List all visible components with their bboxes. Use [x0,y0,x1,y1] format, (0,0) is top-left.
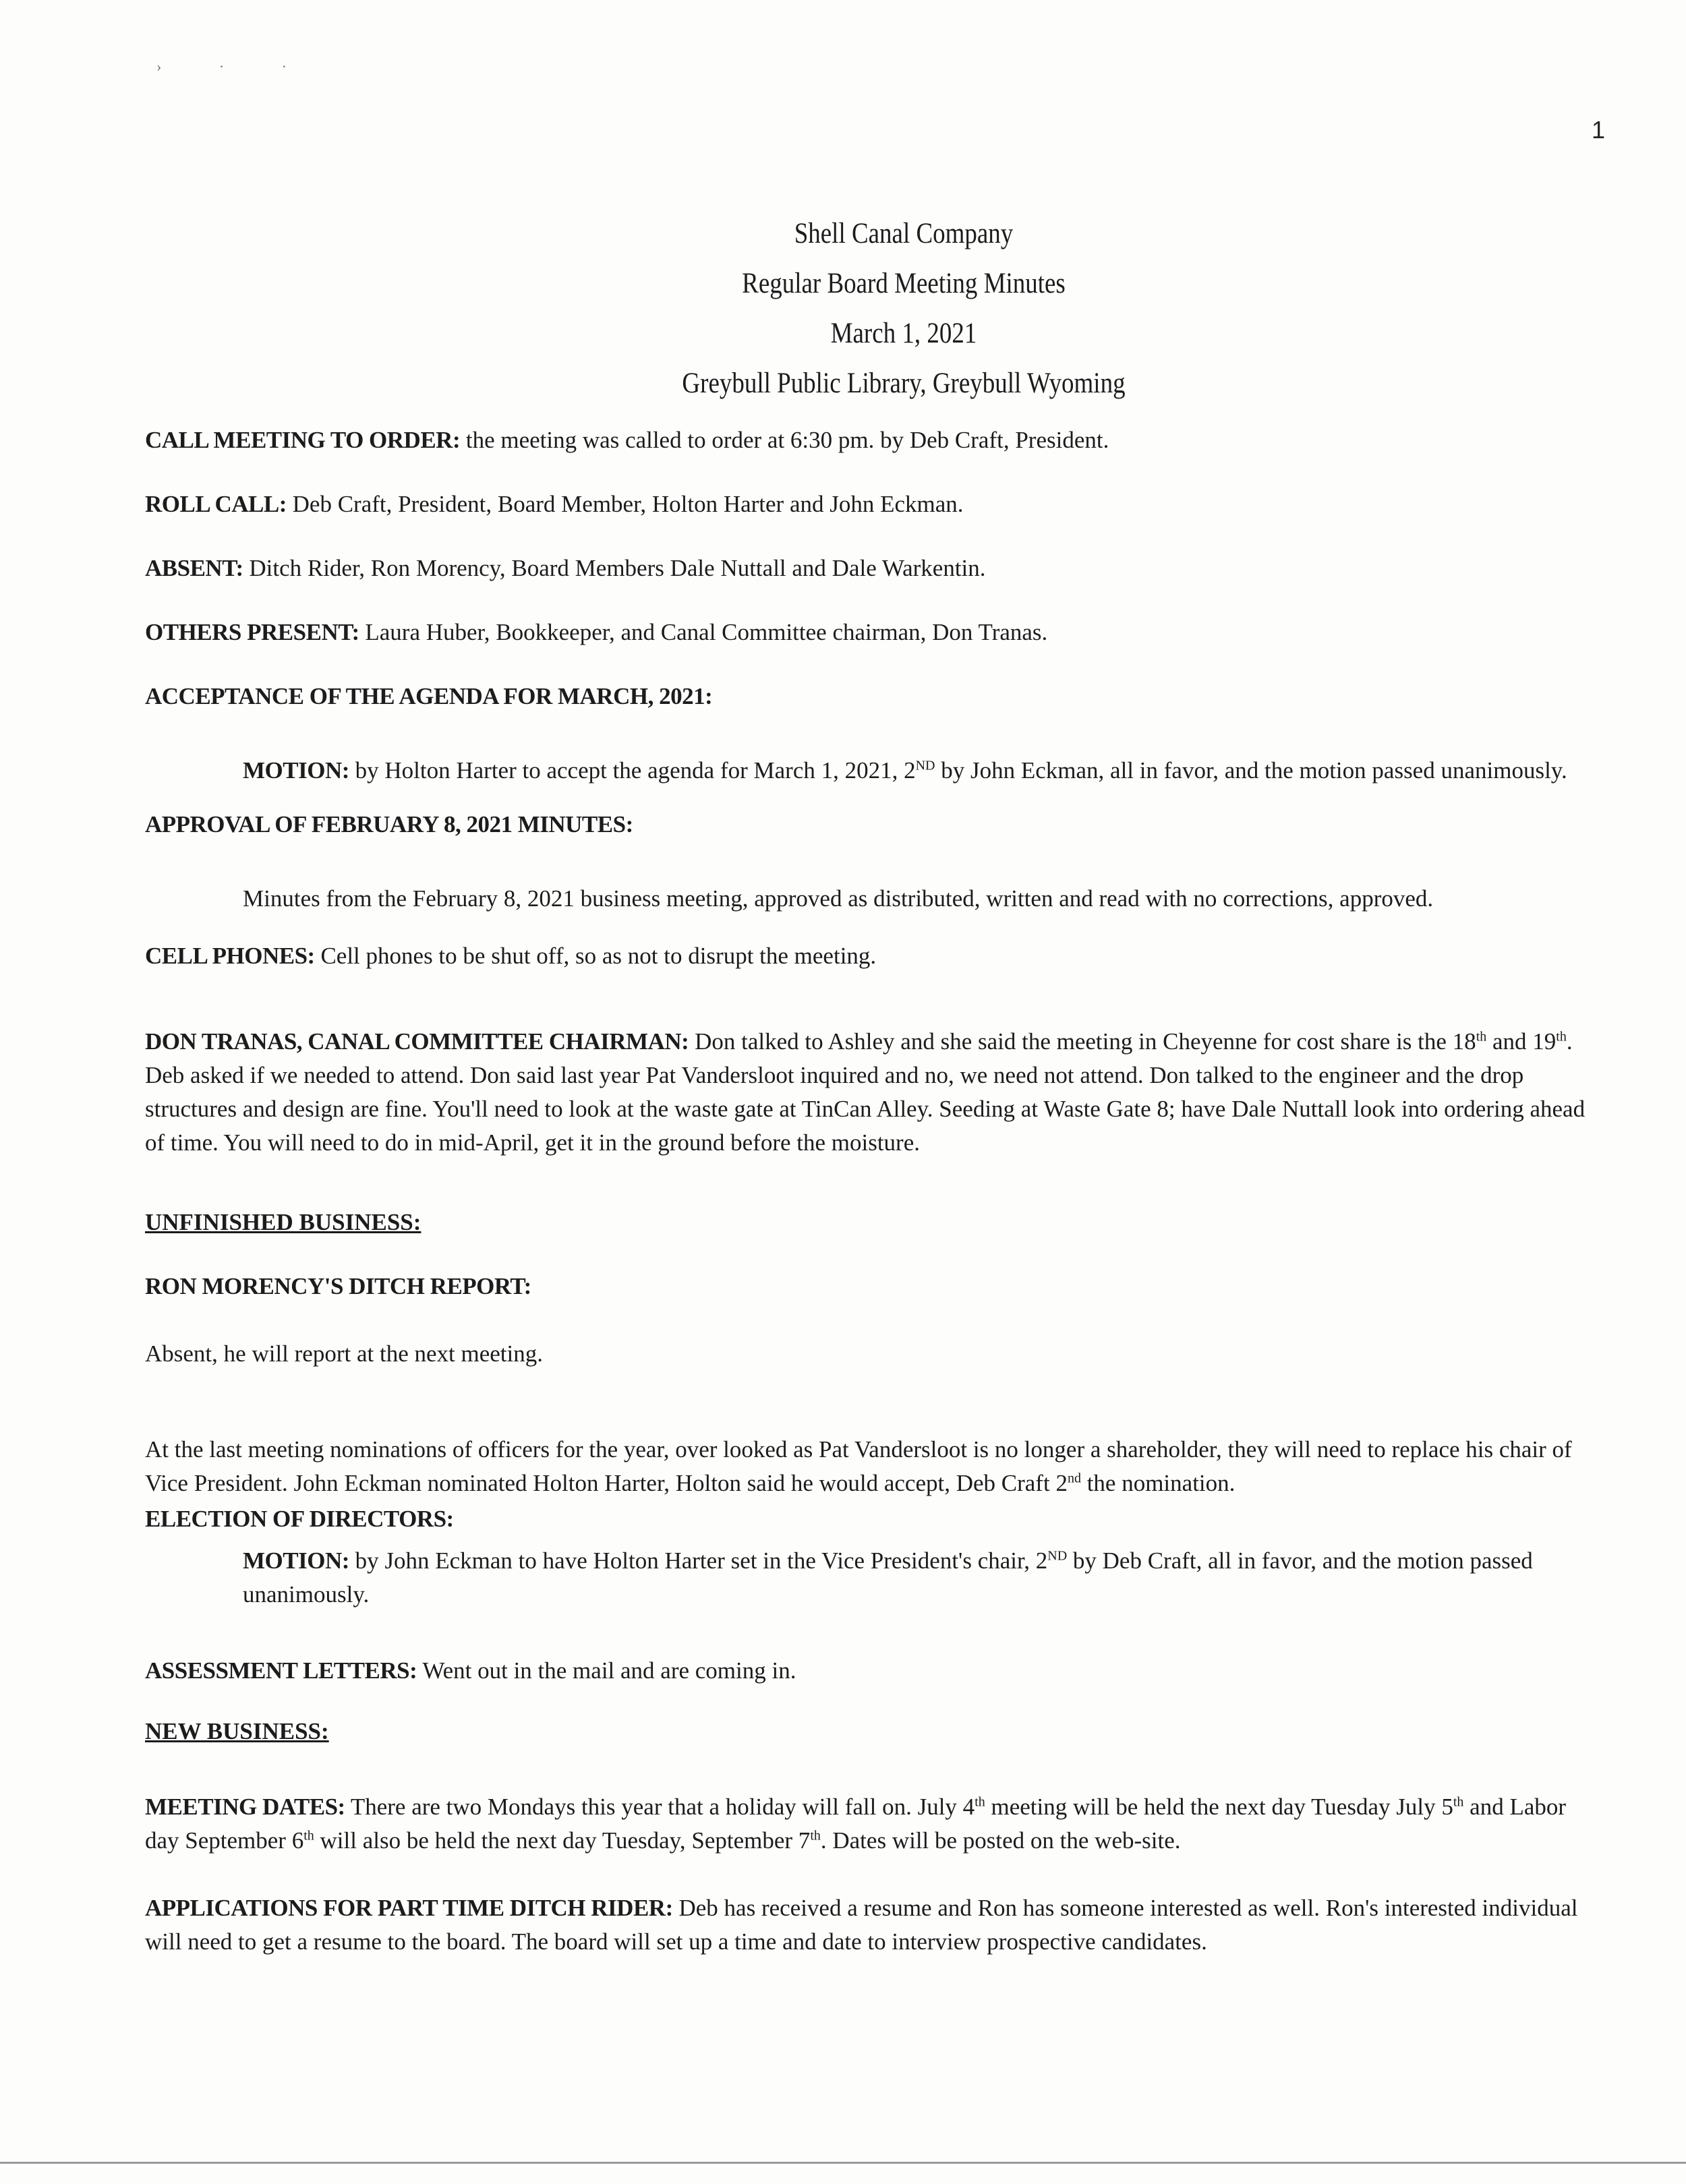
unfinished-business-heading [145,1207,1588,1238]
agenda-motion [243,755,1592,786]
agenda-motion-text-a: by Holton Harter to accept the agenda for March 1, 2021, 2 [355,757,916,784]
ditch-report-heading [145,1271,1588,1302]
page-number: 1 [1591,116,1605,144]
meeting-dates-t2: meeting will be held the next day Tuesday July 5 [985,1794,1453,1820]
election-motion-text-a: by John Eckman to have Holton Harter set in the Vice President's chair, 2 [355,1547,1048,1574]
new-business-heading [145,1716,1588,1747]
ditch-report-text [145,1338,1588,1369]
absent [145,553,1588,584]
roll-call [145,489,1588,520]
approval-heading-text: APPROVAL OF FEBRUARY 8, 2021 MINUTES: [145,811,633,837]
agenda-motion-text-b: by John Eckman, all in favor, and the motion passed unanimously. [935,757,1567,784]
document-title: Regular Board Meeting Minutes [742,268,1066,299]
document-header [127,209,1577,409]
ditch-report-heading-text: RON MORENCY'S DITCH REPORT: [145,1273,531,1299]
meeting-dates-t3: and Labor day September 6 [145,1794,1567,1854]
assessment-label: ASSESSMENT LETTERS: [145,1657,417,1684]
meeting-dates-s2: th [1453,1794,1464,1810]
nominations-text-b: the nomination. [1080,1470,1236,1496]
approval-heading [145,809,1588,840]
election-motion [243,1544,1592,1612]
meeting-dates [145,1790,1588,1858]
unfinished-business-text: UNFINISHED BUSINESS: [145,1209,422,1235]
don-tranas-label: DON TRANAS, CANAL COMMITTEE CHAIRMAN: [145,1028,689,1055]
absent-label: ABSENT: [145,555,243,581]
others-present [145,617,1588,648]
nominations-text-a: At the last meeting nominations of officers for the year, over looked as Pat Vandersloot is no longer a shareholder, they will need to replace his chair of Vice President. John Eckman nominated Holton Harter, Holton said he would accept, Deb Craft 2 [145,1436,1572,1496]
applications-label: APPLICATIONS FOR PART TIME DITCH RIDER: [145,1895,673,1921]
election-heading [145,1504,1588,1535]
don-tranas-text-c: . Deb asked if we needed to attend. Don said last year Pat Vandersloot inquired and no, we need not attend. Don talked to the engineer and the drop structures and design are fine. You'll need to look at the waste gate at TinCan Alley. Seeding at Waste Gate 8; have Dale Nuttall look into ordering ahead of time. You will need to do in mid-April, get it in the ground before the moisture. [145,1028,1586,1156]
don-tranas-text-a: Don talked to Ashley and she said the meeting in Cheyenne for cost share is the 18 [695,1028,1476,1055]
absent-text: Ditch Rider, Ron Morency, Board Members Dale Nuttall and Dale Warkentin. [249,555,986,581]
meeting-date: March 1, 2021 [830,318,977,349]
nominations [145,1433,1588,1500]
don-tranas-sup-b: th [1556,1029,1567,1044]
election-motion-sup: ND [1047,1548,1068,1564]
approval-text [243,883,1592,914]
assessment-letters [145,1655,1588,1686]
meeting-dates-s3: th [303,1828,314,1843]
election-motion-text-b: by Deb Craft, all in favor, and the motion passed unanimously. [243,1547,1533,1607]
don-tranas-report [145,1025,1588,1160]
election-motion-label: MOTION: [243,1547,349,1574]
agenda-motion-sup: ND [915,758,935,773]
meeting-dates-t1: There are two Mondays this year that a holiday will fall on. July 4 [350,1794,975,1820]
cell-phones-label: CELL PHONES: [145,943,315,969]
election-heading-text: ELECTION OF DIRECTORS: [145,1506,454,1532]
roll-call-text: Deb Craft, President, Board Member, Holton Harter and John Eckman. [292,491,964,517]
don-tranas-sup-a: th [1476,1029,1487,1044]
company-name: Shell Canal Company [794,218,1014,249]
others-present-text: Laura Huber, Bookkeeper, and Canal Committee chairman, Don Tranas. [365,619,1048,645]
nominations-sup: nd [1067,1471,1081,1486]
applications [145,1891,1588,1959]
ditch-report-body: Absent, he will report at the next meeting. [145,1340,543,1367]
agenda-heading [145,681,1588,712]
cell-phones-text: Cell phones to be shut off, so as not to disrupt the meeting. [320,943,877,969]
meeting-dates-t4: will also be held the next day Tuesday, September 7 [314,1827,811,1854]
approval-body: Minutes from the February 8, 2021 business meeting, approved as distributed, written and read with no corrections, approved. [243,885,1434,912]
agenda-motion-label: MOTION: [243,757,349,784]
agenda-heading-text: ACCEPTANCE OF THE AGENDA FOR MARCH, 2021: [145,683,713,709]
meeting-dates-s4: th [810,1828,821,1843]
applications-text: Deb has received a resume and Ron has someone interested as well. Ron's interested individual will need to get a resume to the board. The board will set up a time and date to interview prospective candidates. [145,1895,1578,1955]
call-to-order-text: the meeting was called to order at 6:30 pm. by Deb Craft, President. [465,427,1109,453]
others-present-label: OTHERS PRESENT: [145,619,359,645]
scan-bottom-edge [0,2162,1686,2164]
meeting-dates-label: MEETING DATES: [145,1794,345,1820]
assessment-text: Went out in the mail and are coming in. [422,1657,796,1684]
don-tranas-text-b: and 19 [1486,1028,1557,1055]
call-to-order [145,425,1588,456]
meeting-dates-t5: . Dates will be posted on the web-site. [820,1827,1181,1854]
meeting-location: Greybull Public Library, Greybull Wyoming [682,367,1126,399]
call-to-order-label: CALL MEETING TO ORDER: [145,427,461,453]
meeting-dates-s1: th [975,1794,985,1810]
scan-artifact: › · · [156,58,314,75]
roll-call-label: ROLL CALL: [145,491,287,517]
cell-phones [145,941,1588,972]
new-business-text: NEW BUSINESS: [145,1718,329,1744]
